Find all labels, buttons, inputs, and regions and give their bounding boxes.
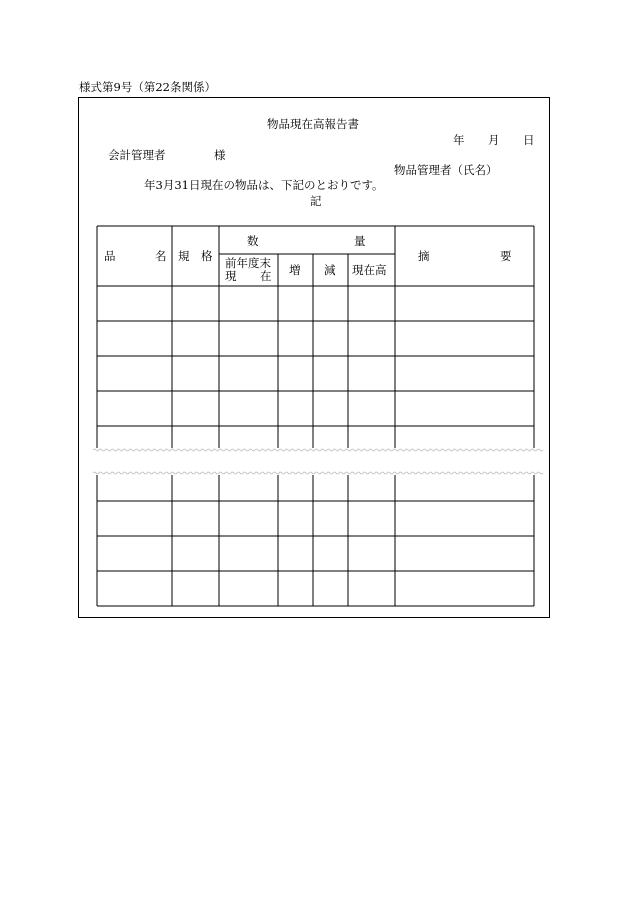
- header-prev-1: 前年度末: [225, 256, 271, 270]
- header-quantity-1: 数: [247, 234, 259, 248]
- addressee-name: 会計管理者: [108, 148, 166, 162]
- statement: 年3月31日現在の物品は、下記のとおりです。: [144, 178, 384, 192]
- form-label: 様式第9号（第22条関係）: [79, 80, 216, 94]
- header-item-1: 品: [104, 249, 116, 263]
- header-quantity-2: 量: [354, 234, 366, 248]
- header-increase: 増: [289, 263, 301, 277]
- report-title: 物品現在高報告書: [267, 117, 359, 131]
- date-day: 日: [523, 133, 535, 147]
- header-current: 現在高: [352, 263, 387, 277]
- date-year: 年: [453, 133, 465, 147]
- header-spec-1: 規: [178, 249, 190, 263]
- header-prev-3: 在: [260, 269, 272, 283]
- break-wave-bottom: [93, 472, 543, 474]
- report-table: [79, 98, 549, 617]
- header-decrease: 減: [324, 263, 336, 277]
- header-prev-2: 現: [225, 269, 237, 283]
- addressee-honorific: 様: [214, 148, 226, 162]
- header-remarks-2: 要: [500, 249, 512, 263]
- ki-label: 記: [310, 194, 322, 208]
- header-remarks-1: 摘: [418, 249, 430, 263]
- header-item-2: 名: [155, 249, 167, 263]
- reporter-label: 物品管理者（氏名）: [394, 163, 498, 177]
- date-month: 月: [488, 133, 500, 147]
- break-wave-top: [93, 449, 543, 451]
- report-frame: [78, 97, 550, 618]
- header-spec-2: 格: [201, 249, 213, 263]
